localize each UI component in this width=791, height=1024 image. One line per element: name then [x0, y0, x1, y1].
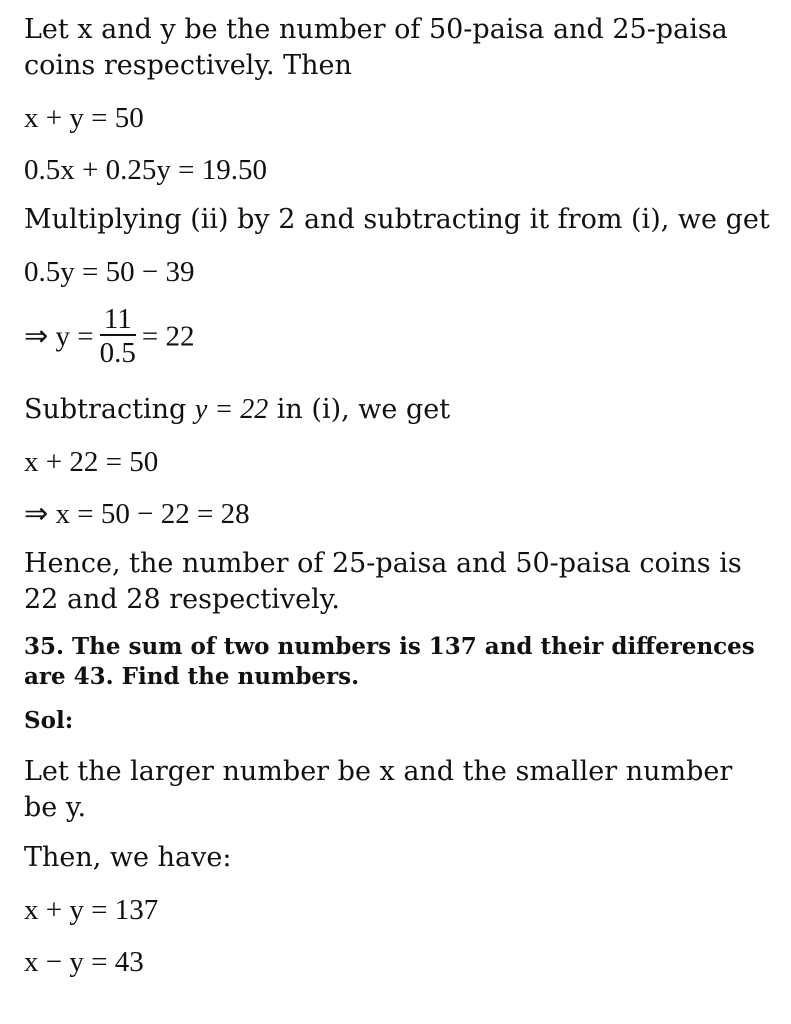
solution-label: Sol: [24, 707, 74, 734]
paragraph-then: Then, we have: [24, 842, 232, 873]
paragraph-subtracting-after: in (i), we get [268, 394, 451, 425]
paragraph-let-larger: Let the larger number be x and the smaller number be y. [24, 756, 733, 823]
fraction [100, 304, 136, 370]
equation-3: 0.5y = 50 − 39 [24, 256, 195, 288]
paragraph-intro: Let x and y be the number of 50-paisa and 25-paisa coins respectively. Then [24, 14, 728, 81]
equation-5: x + 22 = 50 [24, 446, 159, 478]
equation-4-suffix: = 22 [141, 320, 195, 353]
equation-8: x − y = 43 [24, 946, 144, 978]
equation-6: ⇒ x = 50 − 22 = 28 [24, 498, 250, 530]
equation-7: x + y = 137 [24, 894, 159, 926]
paragraph-subtracting [24, 392, 450, 428]
inline-math: y = 22 [194, 394, 269, 425]
equation-2: 0.5x + 0.25y = 19.50 [24, 154, 267, 186]
paragraph-multiplying: Multiplying (ii) by 2 and subtracting it from (i), we get [24, 204, 770, 235]
question-35: 35. The sum of two numbers is 137 and their differences are 43. Find the numbers. [24, 633, 755, 690]
fraction-numerator: 11 [100, 304, 136, 336]
paragraph-subtracting-before: Subtracting [24, 394, 195, 425]
equation-4 [24, 303, 195, 372]
equation-1: x + y = 50 [24, 102, 144, 134]
paragraph-conclusion: Hence, the number of 25-paisa and 50-paisa coins is 22 and 28 respectively. [24, 548, 742, 615]
fraction-denominator: 0.5 [99, 337, 136, 369]
equation-4-prefix: ⇒ y = [24, 320, 94, 353]
